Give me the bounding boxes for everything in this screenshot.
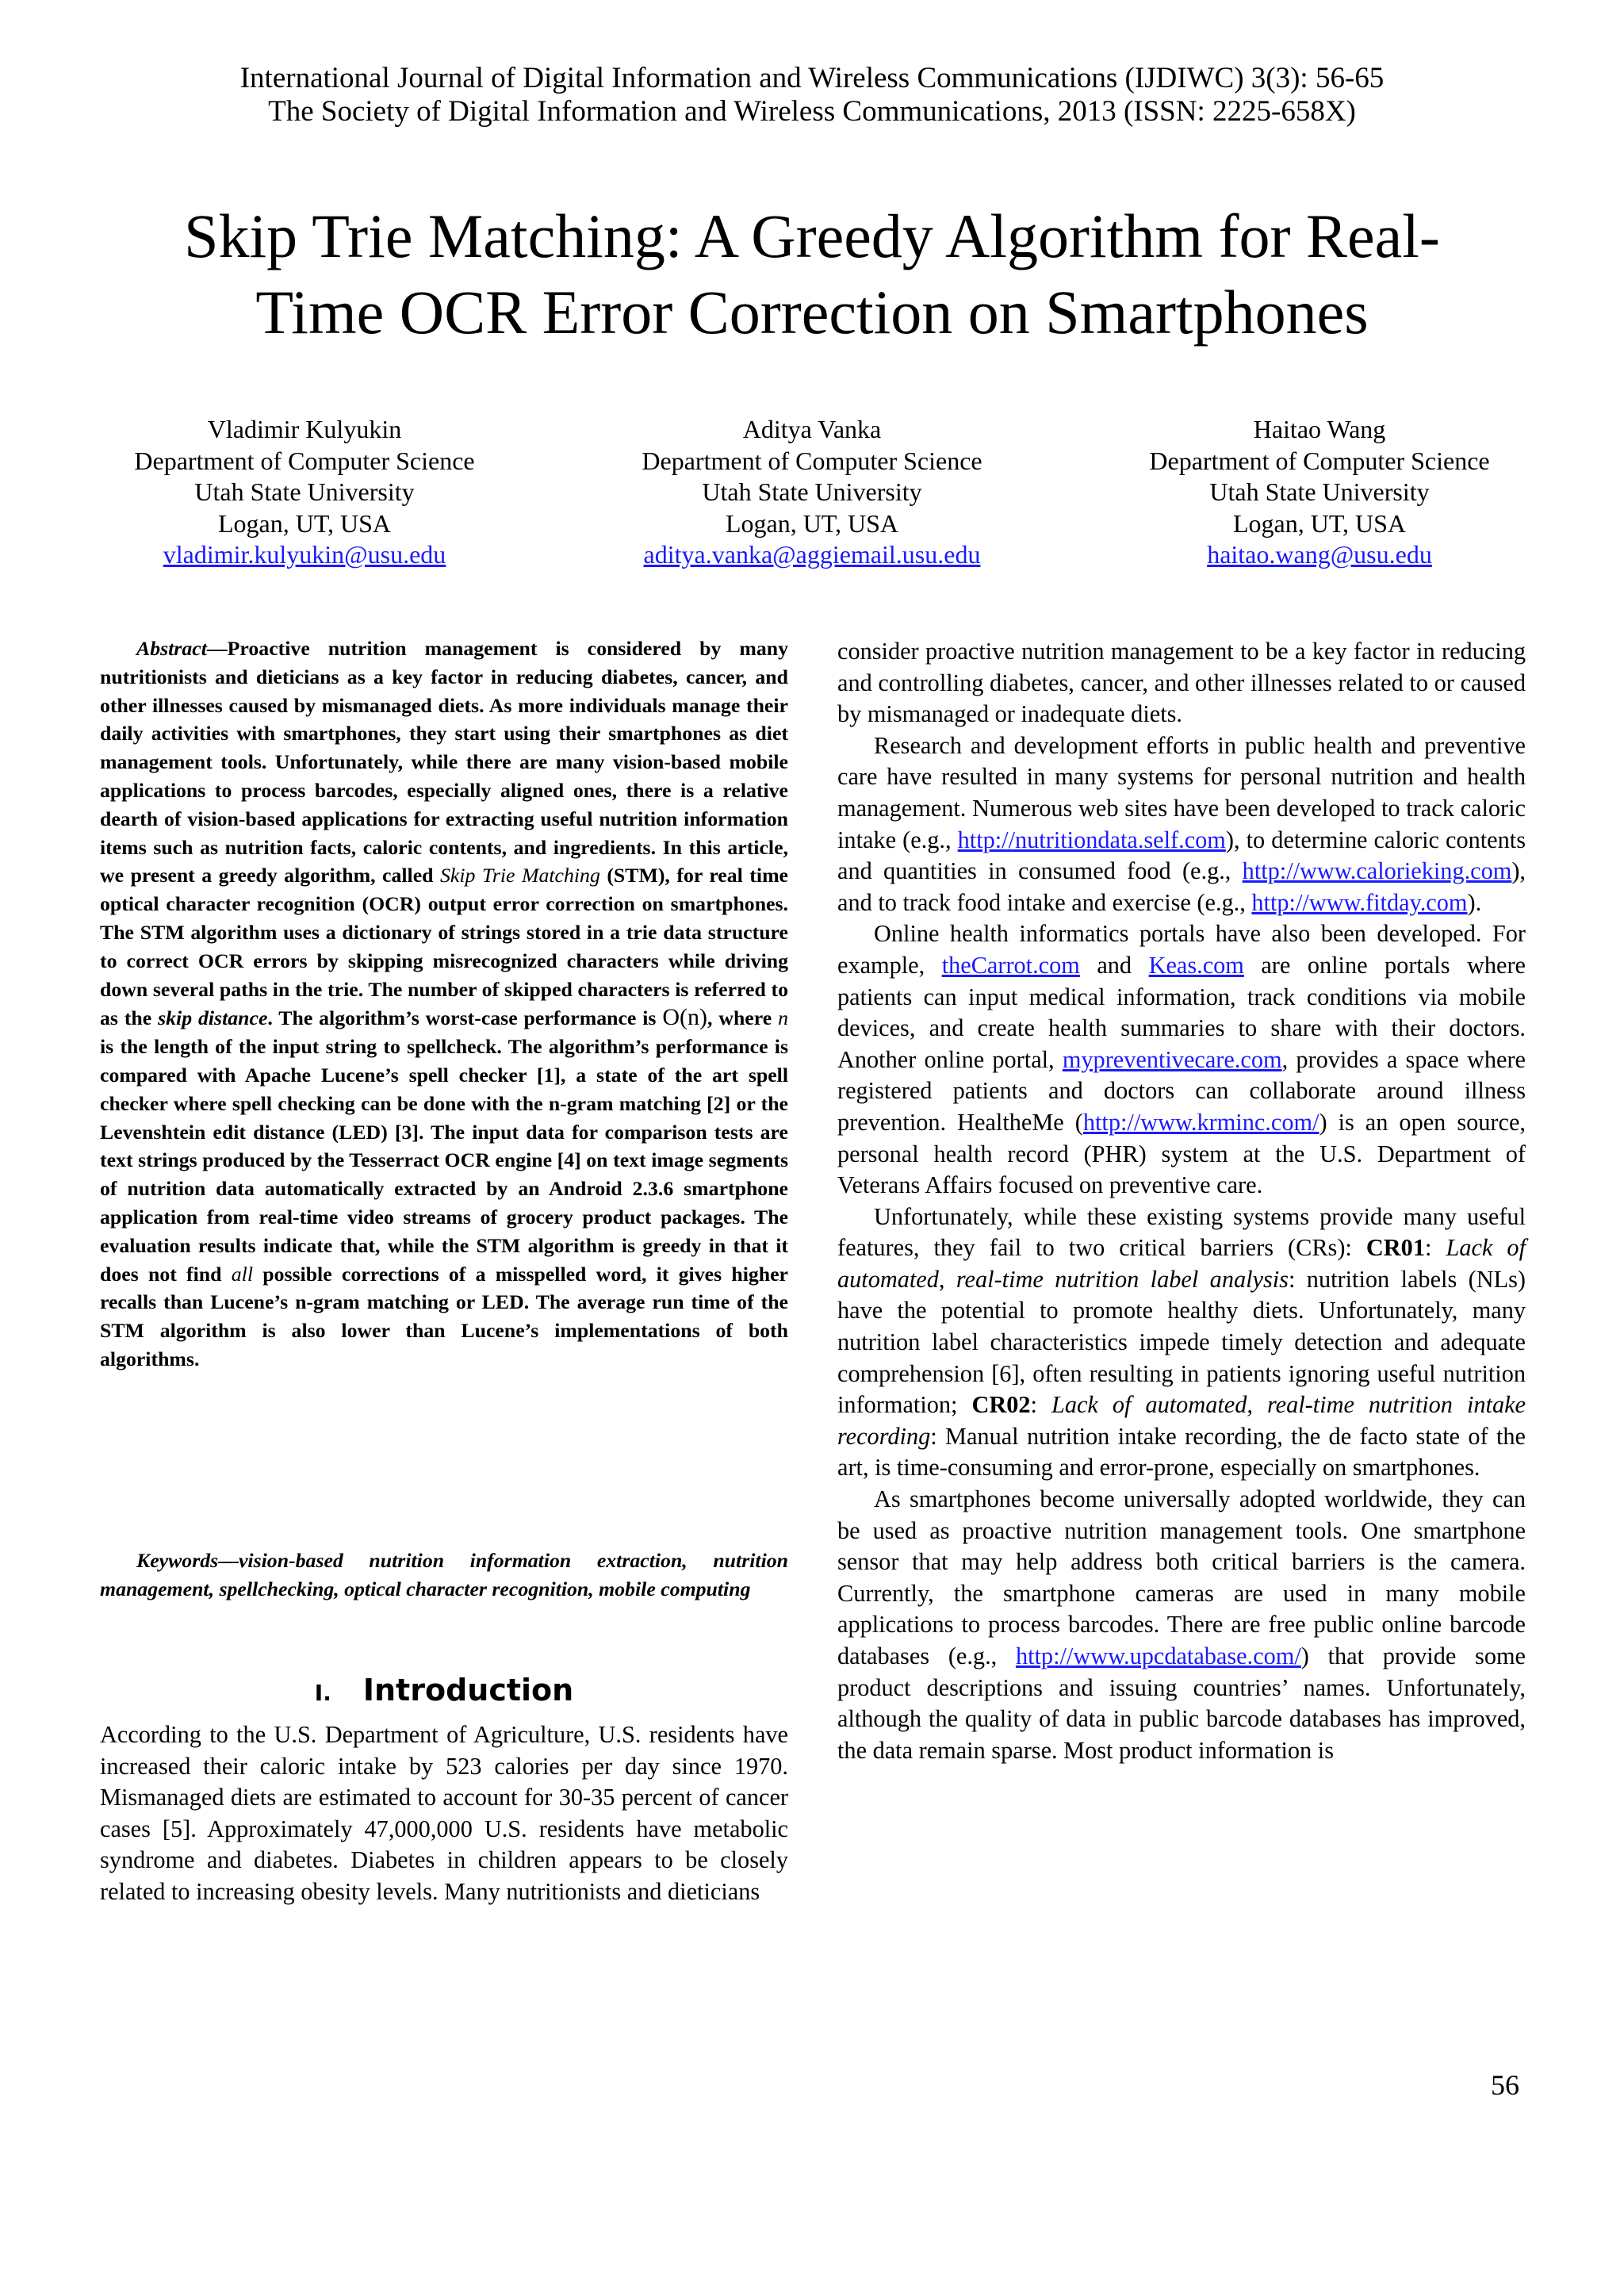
journal-header-line2: The Society of Digital Information and Wireless Communications, 2013 (ISSN: 2225-658X) bbox=[268, 95, 1356, 128]
abstract-text: —Proactive nutrition management is considered by many nutritionists and dieticians as a key factor in reducing diabetes, cancer, and other illnesses caused by mismanaged diets. As more individuals manage their daily activities with smartphones, they start using their smartphones as diet management tools. Unfortunately, while there are many vision-based mobile applications to process barcodes, especially aligned ones, there is a relative dearth of vision-based applications for extracting useful nutrition information items such as nutrition facts, caloric contents, and ingredients. In this article, we present a greedy algorithm, called bbox=[100, 637, 788, 887]
link-upcdatabase[interactable]: http://www.upcdatabase.com/ bbox=[1015, 1642, 1301, 1669]
cr02-text: Lack of automated, real-time nutrition intake recording bbox=[837, 1391, 1526, 1450]
author-email-link[interactable]: haitao.wang@usu.edu bbox=[1207, 540, 1432, 569]
author-name: Aditya Vanka bbox=[742, 415, 882, 443]
right-paragraph-2: Research and development efforts in public health and preventive care have resulted in many systems for personal nutrition and health management. Numerous web sites have been developed to track caloric intake (e.g., http://nutritiondata.self.com), to determine caloric contents and quantities in consumed food (e.g., http://www.calorieking.com), and to track food intake and exercise (e.g., http://www.fitday.com). bbox=[837, 731, 1526, 916]
author-university: Utah State University bbox=[1209, 477, 1430, 506]
author-location: Logan, UT, USA bbox=[725, 508, 899, 538]
author-department: Department of Computer Science bbox=[134, 446, 475, 475]
author-university: Utah State University bbox=[194, 477, 415, 506]
section-title: Introduction bbox=[362, 1673, 574, 1708]
journal-header bbox=[0, 62, 1624, 128]
skip-distance-term: skip distance bbox=[158, 1006, 268, 1030]
link-krminc[interactable]: http://www.krminc.com/ bbox=[1082, 1108, 1320, 1136]
right-paragraph-5: As smartphones become universally adopted worldwide, they can be used as proactive nutrition management tools. One smartphone sensor that may help address both critical barriers is the camera. Currently, the smartphone cameras are used in many mobile applications to process barcodes. There are free public online barcode databases (e.g., http://www.upcdatabase.com/) that provide some product descriptions and issuing countries’ names. Unfortunately, although the quality of data in public barcode databases has improved, the data remain sparse. Most product information is bbox=[837, 1485, 1526, 1764]
page-number: 56 bbox=[1491, 2069, 1519, 2101]
right-paragraph-4: Unfortunately, while these existing systems provide many useful features, they fail to two critical barriers (CRs): CR01: Lack of automated, real-time nutrition label analysis: nutrition labels (NLs) have the potential to promote healthy diets. Unfortunately, many nutrition label characteristics impede timely detection and adequate comprehension [6], often resulting in patients ignoring useful nutrition information; CR02: Lack of automated, real-time nutrition intake recording: Manual nutrition intake recording, the de facto state of the art, is time-consuming and error-prone, especially on smartphones. bbox=[837, 1202, 1526, 1481]
section-number: I. bbox=[314, 1680, 331, 1706]
author-location: Logan, UT, USA bbox=[1232, 508, 1407, 538]
journal-header-line1: International Journal of Digital Information and Wireless Communications (IJDIWC) 3(3): 56-65 bbox=[239, 62, 1385, 94]
cr01-text: Lack of automated, real-time nutrition label analysis bbox=[837, 1234, 1526, 1293]
keywords: Keywords—vision-based nutrition information extraction, nutrition management, spellchecking, optical character recognition, mobile computing bbox=[100, 1549, 788, 1600]
section-heading bbox=[100, 1670, 788, 1713]
author-block-2 bbox=[550, 414, 1074, 571]
abstract bbox=[100, 634, 788, 1374]
link-thecarrot[interactable]: theCarrot.com bbox=[941, 951, 1080, 979]
all-word: all bbox=[231, 1262, 253, 1286]
right-column bbox=[837, 636, 1526, 1766]
stm-term: Skip Trie Matching bbox=[440, 864, 600, 887]
abstract-text: . The algorithm’s worst-case performance is bbox=[267, 1006, 663, 1030]
link-mypreventivecare[interactable]: mypreventivecare.com bbox=[1062, 1045, 1282, 1073]
abstract-text: is the length of the input string to spellcheck. The algorithm’s performance is compared with Apache Lucene’s spell checker [1], a state of the art spell checker where spell checking can be done with the n-gram matching [2] or the Levenshtein edit distance (LED) [3]. The input data for comparison tests are text strings produced by the Tesserract OCR engine [4] on text image segments of nutrition data automatically extracted by an Android 2.3.6 smartphone application from real-time video streams of grocery product packages. The evaluation results indicate that, while the STM algorithm is greedy in that it does not find bbox=[100, 1035, 788, 1286]
author-email-link[interactable]: aditya.vanka@aggiemail.usu.edu bbox=[643, 540, 981, 569]
abstract-text: (STM), for real time optical character recognition (OCR) output error correction on smartphones. The STM algorithm uses a dictionary of strings stored in a trie data structure to correct OCR errors by skipping misrecognized characters while driving down several paths in the trie. The number of skipped characters is referred to as the bbox=[100, 864, 789, 1030]
author-block-3 bbox=[1058, 414, 1581, 571]
abstract-label: Abstract bbox=[136, 637, 207, 660]
complexity-formula: O(n) bbox=[662, 1004, 707, 1031]
author-name: Haitao Wang bbox=[1253, 415, 1386, 443]
link-nutritiondata[interactable]: http://nutritiondata.self.com bbox=[957, 826, 1226, 853]
title-line1: Skip Trie Matching: A Greedy Algorithm for Real- bbox=[184, 201, 1440, 270]
author-location: Logan, UT, USA bbox=[217, 508, 392, 538]
paper-title bbox=[79, 198, 1545, 351]
intro-paragraph: According to the U.S. Department of Agriculture, U.S. residents have increased their caloric intake by 523 calories per day since 1970. Mismanaged diets are estimated to account for 30-35 percent of cancer cases [5]. Approximately 47,000,000 U.S. residents have metabolic syndrome and diabetes. Diabetes in children appears to be closely related to increasing obesity levels. Many nutritionists and dieticians bbox=[100, 1721, 788, 1905]
abstract-text: , where bbox=[707, 1006, 779, 1030]
link-calorieking[interactable]: http://www.calorieking.com bbox=[1242, 857, 1512, 885]
author-block-1 bbox=[43, 414, 566, 571]
author-name: Vladimir Kulyukin bbox=[207, 415, 402, 443]
author-department: Department of Computer Science bbox=[642, 446, 982, 475]
n-variable: n bbox=[778, 1006, 788, 1030]
link-keas[interactable]: Keas.com bbox=[1148, 951, 1244, 979]
title-line2: Time OCR Error Correction on Smartphones bbox=[255, 278, 1369, 347]
author-department: Department of Computer Science bbox=[1149, 446, 1490, 475]
right-paragraph-3: Online health informatics portals have also been developed. For example, theCarrot.com and Keas.com are online portals where patients can input medical information, track conditions via mobile devices, and create health summaries to share with their doctors. Another online portal, mypreventivecare.com, provides a space where registered patients and doctors can collaborate around illness prevention. HealtheMe (http://www.krminc.com/) is an open source, personal health record (PHR) system at the U.S. Department of Veterans Affairs focused on preventive care. bbox=[837, 920, 1526, 1199]
author-email-link[interactable]: vladimir.kulyukin@usu.edu bbox=[163, 540, 446, 569]
intro-left-column bbox=[100, 1719, 788, 1908]
abstract-text: possible corrections of a misspelled word, it gives higher recalls than Lucene’s n-gram matching or LED. The average run time of the STM algorithm is also lower than Lucene’s implementations of both algorithms. bbox=[100, 1262, 789, 1370]
link-fitday[interactable]: http://www.fitday.com bbox=[1251, 888, 1468, 916]
cr02-label: CR02 bbox=[971, 1391, 1031, 1419]
cr01-label: CR01 bbox=[1365, 1234, 1425, 1262]
right-paragraph-1: consider proactive nutrition management to be a key factor in reducing and controlling diabetes, cancer, and other illnesses related to or caused by mismanaged or inadequate diets. bbox=[837, 638, 1526, 728]
author-university: Utah State University bbox=[702, 477, 922, 506]
